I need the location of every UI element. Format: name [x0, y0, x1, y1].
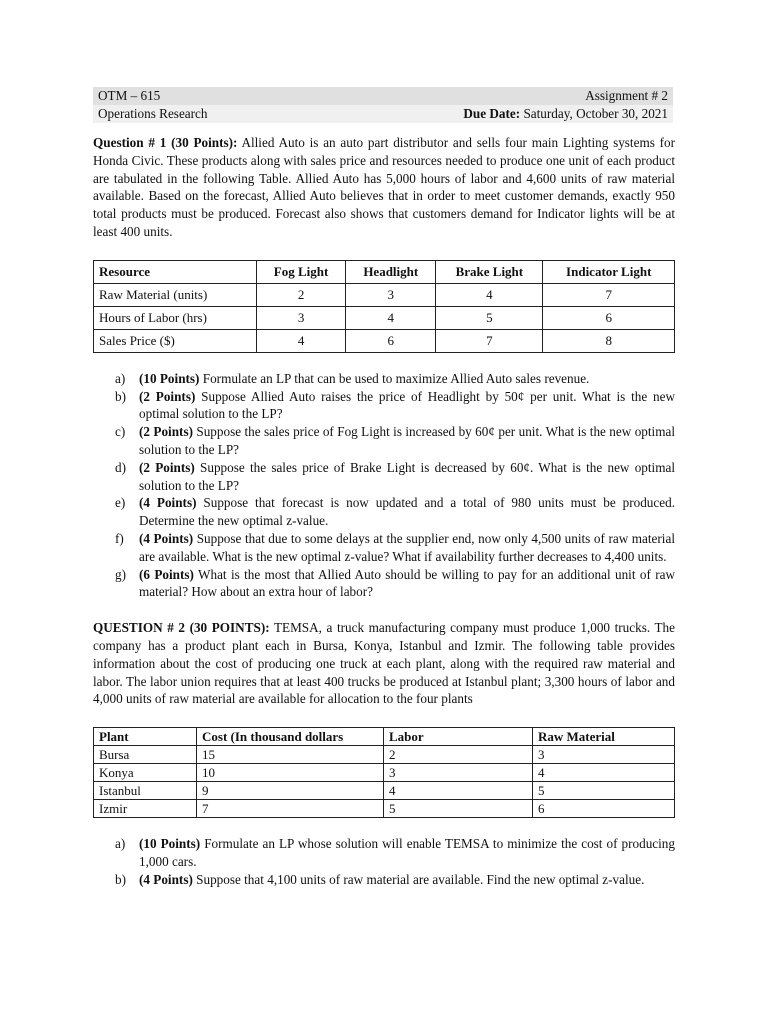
- list-item: [93, 423, 675, 459]
- item-points: (10 Points): [139, 370, 200, 386]
- item-label: b): [115, 388, 126, 404]
- table-cell: 7: [543, 283, 675, 306]
- question-1-heading: Question # 1 (30 Points):: [93, 135, 238, 150]
- item-label: a): [115, 836, 126, 852]
- table-cell: 5: [533, 782, 675, 800]
- item-text: [139, 835, 675, 871]
- list-item: [93, 566, 675, 602]
- table-header-cell: Raw Material: [533, 728, 675, 746]
- table-cell: Izmir: [94, 800, 197, 818]
- item-body: Formulate an LP that can be used to maximize Allied Auto sales revenue.: [199, 370, 590, 386]
- item-text: [139, 388, 675, 424]
- item-body: What is the most that Allied Auto should be willing to pay for an additional unit of raw material? How about an extra hour of labor?: [139, 566, 675, 600]
- item-label: e): [115, 495, 126, 511]
- table-row: [94, 800, 675, 818]
- table-cell: Konya: [94, 764, 197, 782]
- table-header-cell: Indicator Light: [543, 260, 675, 283]
- table-cell: 7: [197, 800, 384, 818]
- table-cell: 2: [256, 283, 345, 306]
- table-header-row: [94, 728, 675, 746]
- table-header-row: [94, 260, 675, 283]
- item-text: [139, 566, 675, 602]
- item-text: [139, 459, 675, 495]
- table-cell: 5: [436, 306, 543, 329]
- item-points: (4 Points): [139, 495, 197, 511]
- item-label: f): [115, 530, 124, 546]
- item-text: [139, 370, 675, 388]
- item-body: Suppose the sales price of Fog Light is increased by 60¢ per unit. What is the new optimal solution to the LP?: [139, 424, 675, 457]
- list-item: [93, 388, 675, 424]
- table-row: [94, 329, 675, 352]
- item-points: (4 Points): [139, 530, 194, 546]
- item-body: Suppose the sales price of Brake Light is decreased by 60¢. What is the new optimal solution to the LP?: [139, 459, 675, 493]
- table-cell: 4: [533, 764, 675, 782]
- table-cell: 6: [533, 800, 675, 818]
- table-cell: 3: [256, 306, 345, 329]
- table-header-cell: Cost (In thousand dollars: [197, 728, 384, 746]
- item-body: Suppose that forecast is now updated and a total of 980 units must be produced. Determine the new optimal z-value.: [139, 495, 675, 529]
- header-row-1: [93, 87, 673, 105]
- table-cell: 4: [346, 306, 436, 329]
- table-header-cell: Labor: [384, 728, 533, 746]
- table-cell: 9: [197, 782, 384, 800]
- table-cell: 3: [346, 283, 436, 306]
- item-text: [139, 494, 675, 530]
- table-cell: Hours of Labor (hrs): [94, 306, 257, 329]
- item-label: c): [115, 424, 126, 440]
- question-2-heading: QUESTION # 2 (30 POINTS):: [93, 620, 270, 636]
- list-item: [93, 835, 675, 871]
- question-2-parts: [93, 835, 675, 888]
- table-cell: 15: [197, 746, 384, 764]
- list-item: [93, 370, 675, 388]
- table-header-cell: Fog Light: [256, 260, 345, 283]
- item-text: [139, 423, 675, 459]
- table-cell: 4: [436, 283, 543, 306]
- table-header-cell: Headlight: [346, 260, 436, 283]
- header-row-2: [93, 105, 673, 123]
- list-item: [93, 530, 675, 566]
- table-cell: Sales Price ($): [94, 329, 257, 352]
- table-cell: 5: [384, 800, 533, 818]
- item-label: b): [115, 871, 126, 887]
- table-cell: 10: [197, 764, 384, 782]
- table-row: [94, 306, 675, 329]
- table-cell: 7: [436, 329, 543, 352]
- table-row: [94, 283, 675, 306]
- question-1-text: Allied Auto is an auto part distributor and sells four main Lighting systems for Honda Civic. These products along with sales price and resources needed to produce one unit of each product are tabulated in the following Table. Allied Auto has 5,000 hours of labor and 4,600 units of raw material available. Based on the forecast, Allied Auto believes that in order to meet customer demands, exactly 950 total products must be produced. Forecast also shows that customers demand for Indicator lights will be at least 400 units.: [93, 135, 675, 239]
- item-points: (2 Points): [139, 424, 193, 440]
- question-1-table: [93, 260, 675, 353]
- item-label: a): [115, 370, 126, 386]
- item-body: Suppose that due to some delays at the supplier end, now only 4,500 units of raw material are available. What is the new optimal z-value? What if availability further decreases to 4,400 units.: [139, 530, 675, 564]
- item-points: (10 Points): [139, 836, 201, 852]
- item-label: g): [115, 566, 126, 582]
- list-item: [93, 871, 675, 889]
- table-header-cell: Brake Light: [436, 260, 543, 283]
- question-2-intro: [93, 619, 675, 708]
- item-body: Formulate an LP whose solution will enable TEMSA to minimize the cost of producing 1,000 cars.: [139, 836, 675, 869]
- table-cell: 3: [384, 764, 533, 782]
- question-2-text: TEMSA, a truck manufacturing company must produce 1,000 trucks. The company has a product plant each in Bursa, Konya, Istanbul and Izmir. The following table provides information about the cost of producing one truck at each plant, along with the required raw material and labor. The labor union requires that at least 400 trucks be produced at Istanbul plant; 3,300 hours of labor and 4,000 units of raw material are available for allocation to the four plants: [93, 620, 675, 707]
- item-points: (6 Points): [139, 566, 194, 582]
- table-cell: Istanbul: [94, 782, 197, 800]
- table-row: [94, 746, 675, 764]
- question-2-table: [93, 727, 675, 818]
- table-row: [94, 782, 675, 800]
- table-row: [94, 764, 675, 782]
- question-1-intro: [93, 134, 675, 241]
- table-cell: Raw Material (units): [94, 283, 257, 306]
- table-cell: 8: [543, 329, 675, 352]
- course-name: Operations Research: [98, 106, 208, 121]
- item-points: (2 Points): [139, 459, 195, 475]
- item-points: (4 Points): [139, 871, 193, 887]
- document-body: [93, 134, 675, 889]
- table-cell: 4: [384, 782, 533, 800]
- list-item: [93, 459, 675, 495]
- table-cell: Bursa: [94, 746, 197, 764]
- table-header-cell: Plant: [94, 728, 197, 746]
- item-label: d): [115, 459, 126, 475]
- item-body: Suppose that 4,100 units of raw material are available. Find the new optimal z-value.: [192, 871, 645, 887]
- assignment-number: Assignment # 2: [585, 88, 668, 103]
- table-cell: 6: [346, 329, 436, 352]
- table-cell: 3: [533, 746, 675, 764]
- table-cell: 2: [384, 746, 533, 764]
- list-item: [93, 494, 675, 530]
- table-cell: 6: [543, 306, 675, 329]
- table-cell: 4: [256, 329, 345, 352]
- item-text: [139, 871, 675, 889]
- item-points: (2 Points): [139, 388, 196, 404]
- due-date-value: Saturday, October 30, 2021: [520, 106, 668, 121]
- course-code: OTM – 615: [98, 88, 161, 103]
- item-body: Suppose Allied Auto raises the price of Headlight by 50¢ per unit. What is the new optimal solution to the LP?: [139, 388, 675, 422]
- document-header: [93, 87, 673, 123]
- due-date-label: Due Date:: [463, 106, 521, 121]
- table-header-cell: Resource: [94, 260, 257, 283]
- question-1-parts: [93, 370, 675, 601]
- due-date: [463, 106, 668, 122]
- item-text: [139, 530, 675, 566]
